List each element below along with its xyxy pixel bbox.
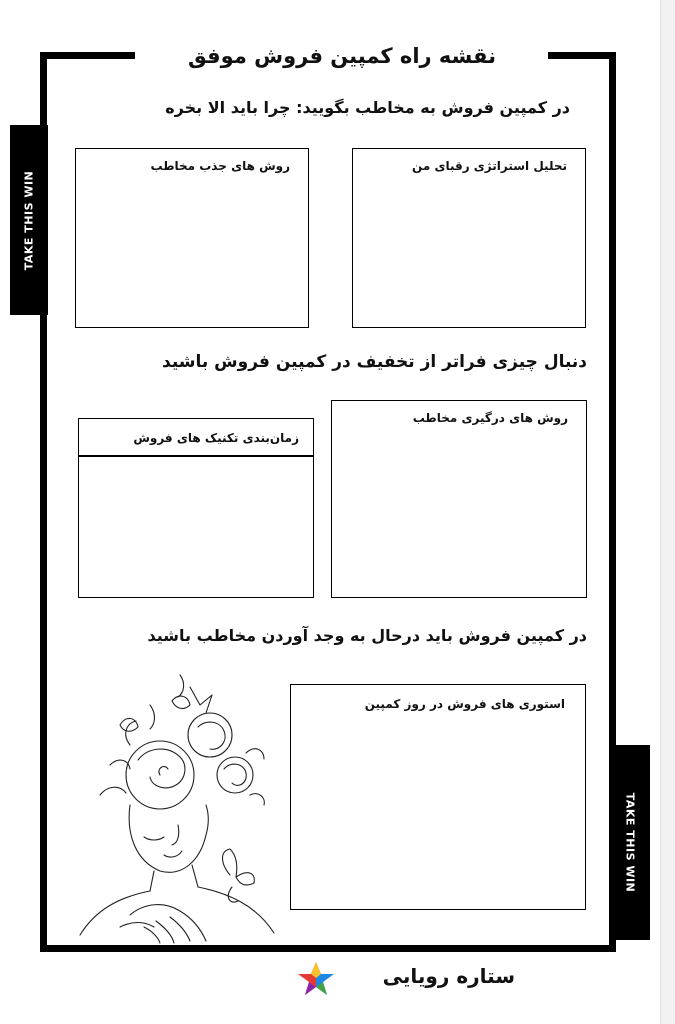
campaign-stories-label: استوری های فروش در روز کمپین	[364, 697, 565, 711]
side-tab-right-label: TAKE THIS WIN	[623, 792, 637, 893]
side-tab-right	[610, 745, 650, 940]
frame-top-bar-right	[548, 52, 616, 59]
brand-name: ستاره رویایی	[382, 964, 515, 988]
engagement-methods-label: روش های درگیری مخاطب	[412, 411, 568, 425]
page-title: نقشه راه کمپین فروش موفق	[138, 36, 546, 76]
side-tab-left	[10, 125, 48, 315]
timing-techniques-label: زمان‌بندی تکنیک های فروش	[133, 431, 299, 445]
section-heading-1: در کمپین فروش به مخاطب بگویید: چرا باید الا بخره	[165, 98, 570, 117]
engagement-methods-box[interactable]	[331, 400, 587, 598]
page-edge	[660, 0, 675, 1024]
competitor-strategy-box[interactable]	[352, 148, 586, 328]
attract-methods-label: روش های جذب مخاطب	[150, 159, 290, 173]
timing-techniques-box[interactable]	[78, 418, 314, 598]
woman-flowers-line-art	[60, 665, 290, 945]
frame-top-bar-left	[40, 52, 135, 59]
competitor-strategy-label: تحلیل استراتژی رقبای من	[412, 159, 567, 173]
timing-header-divider	[79, 455, 313, 457]
frame-bottom-bar	[40, 945, 616, 952]
section-heading-2: دنبال چیزی فراتر از تخفیف در کمپین فروش باشید	[162, 352, 587, 372]
section-heading-3: در کمپین فروش باید درحال به وجد آوردن مخاطب باشید	[147, 626, 587, 645]
attract-methods-box[interactable]	[75, 148, 309, 328]
campaign-stories-box[interactable]	[290, 684, 586, 910]
star-logo-icon	[296, 960, 336, 998]
side-tab-left-label: TAKE THIS WIN	[22, 170, 36, 270]
